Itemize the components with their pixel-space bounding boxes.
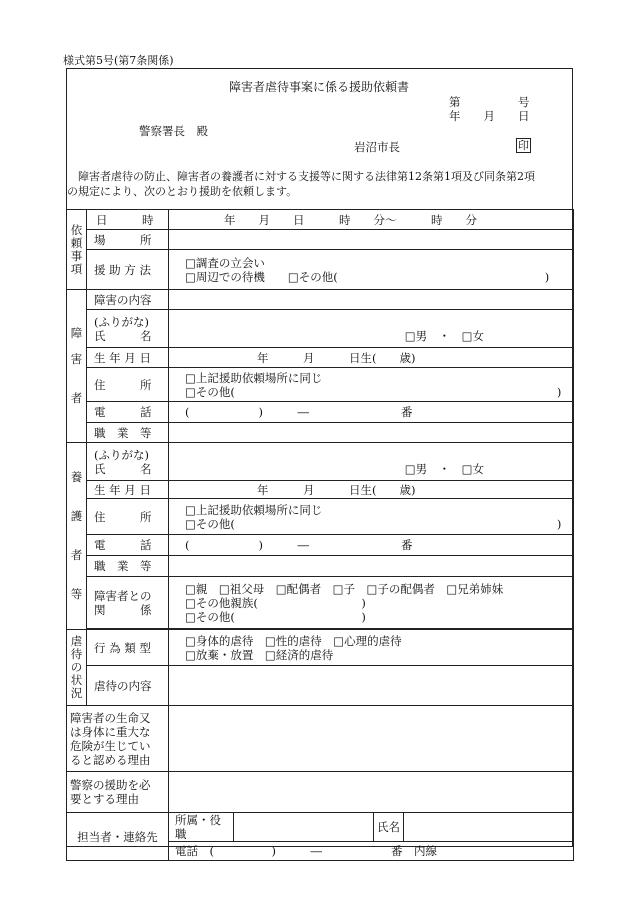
form-id: 様式第5号(第7条関係)	[63, 54, 174, 67]
datetime-field[interactable]: 年 月 日 時 分～ 時 分	[169, 210, 574, 230]
date-label: 年 月 日	[449, 109, 530, 123]
danger-reason-label: 障害者の生命又 は身体に重大な 危険が生じてい ると認める理由	[67, 706, 169, 772]
method-label: 援 助 方 法	[87, 250, 169, 290]
victim-address-label: 住 所	[87, 368, 169, 402]
disability-label: 障害の内容	[87, 290, 169, 310]
method-field[interactable]	[169, 250, 574, 290]
abuse-type-field[interactable]	[169, 630, 574, 666]
abuse-content-field[interactable]	[169, 666, 574, 706]
place-label: 場 所	[87, 230, 169, 250]
place-field[interactable]	[169, 230, 574, 250]
victim-address-field[interactable]	[169, 368, 574, 402]
relation-option-1[interactable]: □親 □祖父母 □配偶者 □子 □子の配偶者 □兄弟姉妹	[185, 581, 504, 596]
victim-job-field[interactable]	[169, 423, 574, 443]
caregiver-address-label: 住 所	[87, 499, 169, 535]
addressee: 警察署長 殿	[139, 124, 208, 138]
contact-name-label: 氏名	[374, 813, 404, 842]
sender: 岩沼市長	[354, 140, 400, 154]
victim-phone-label: 電 話	[87, 402, 169, 423]
victim-job-label: 職 業 等	[87, 423, 169, 443]
dept-field[interactable]	[234, 813, 374, 842]
intro-line-1: 障害者虐待の防止、障害者の養護者に対する支援等に関する法律第12条第1項及び同条第2項	[67, 170, 535, 183]
contact-name-field[interactable]	[404, 813, 574, 842]
method-option-2[interactable]: □周辺での待機 □その他( )	[185, 269, 550, 284]
datetime-label: 日 時	[87, 210, 169, 230]
police-reason-field[interactable]	[169, 772, 574, 813]
caregiver-birth-label: 生 年 月 日	[87, 481, 169, 499]
dept-label: 所属・役職	[169, 813, 234, 842]
relation-option-3[interactable]: □その他( )	[185, 609, 366, 624]
disability-field[interactable]	[169, 290, 574, 310]
request-group-label: 依 頼 事 項	[67, 210, 87, 290]
caregiver-address-option-1[interactable]: □上記援助依頼場所に同じ	[185, 502, 323, 517]
document-title: 障害者虐待事案に係る援助依頼書	[229, 80, 410, 94]
contact-label: 担当者・連絡先	[67, 813, 169, 861]
victim-address-option-1[interactable]: □上記援助依頼場所に同じ	[185, 370, 323, 385]
caregiver-address-option-2[interactable]: □その他( )	[185, 516, 562, 531]
caregiver-gender[interactable]: □男 ・ □女	[404, 462, 484, 476]
police-reason-label: 警察の援助を必 要とする理由	[67, 772, 169, 813]
caregiver-address-field[interactable]	[169, 499, 574, 535]
danger-reason-field[interactable]	[169, 706, 574, 772]
number-label: 第 号	[449, 95, 530, 109]
seal-mark: 印	[518, 139, 529, 152]
method-option-1[interactable]: □調査の立会い	[185, 255, 265, 270]
relation-field[interactable]	[169, 577, 574, 629]
victim-name-label: (ふりがな) 氏 名	[87, 310, 169, 348]
relation-option-2[interactable]: □その他親族( )	[185, 595, 366, 610]
request-form-table	[66, 209, 574, 861]
victim-address-option-2[interactable]: □その他( )	[185, 384, 562, 399]
caregiver-job-label: 職 業 等	[87, 556, 169, 577]
abuse-type-option-2[interactable]: □放棄・放置 □経済的虐待	[185, 647, 334, 662]
caregiver-name-label: (ふりがな) 氏 名	[87, 443, 169, 481]
victim-name-field[interactable]	[169, 310, 574, 348]
caregiver-birth-field[interactable]: 年 月 日生( 歳)	[169, 481, 574, 499]
victim-phone-field[interactable]: ( ) ― 番	[169, 402, 574, 423]
victim-birth-label: 生 年 月 日	[87, 348, 169, 368]
abuse-content-label: 虐待の内容	[87, 666, 169, 706]
victim-gender[interactable]: □男 ・ □女	[404, 329, 484, 343]
caregiver-group-label: 養 護 者 等	[67, 443, 87, 630]
abuse-group-label: 虐 待 の 状 況	[67, 630, 87, 706]
caregiver-name-field[interactable]	[169, 443, 574, 481]
victim-group-label: 障 害 者	[67, 290, 87, 443]
caregiver-phone-label: 電 話	[87, 535, 169, 556]
caregiver-job-field[interactable]	[169, 556, 574, 577]
intro-line-2: の規定により、次のとおり援助を依頼します。	[67, 185, 298, 198]
caregiver-phone-field[interactable]: ( ) ― 番	[169, 535, 574, 556]
contact-phone-field[interactable]: 電話 ( ) ― 番 内線	[169, 842, 574, 861]
relation-label: 障害者との 関 係	[87, 577, 169, 629]
victim-birth-field[interactable]: 年 月 日生( 歳)	[169, 348, 574, 368]
abuse-type-option-1[interactable]: □身体的虐待 □性的虐待 □心理的虐待	[185, 633, 402, 648]
abuse-type-label: 行 為 類 型	[87, 630, 169, 666]
